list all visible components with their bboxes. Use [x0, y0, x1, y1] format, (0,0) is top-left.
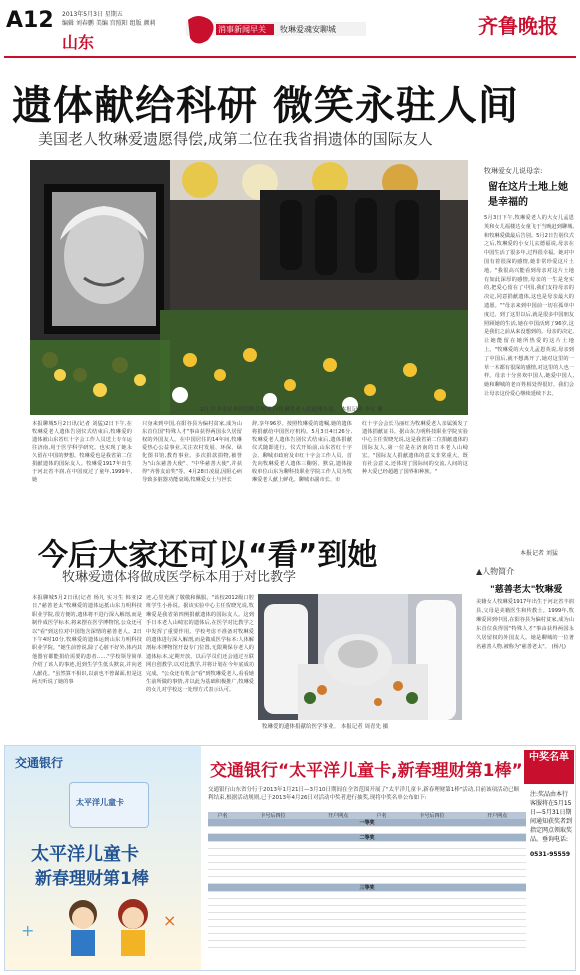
table-row [208, 863, 526, 870]
table-row [208, 941, 526, 948]
winners-badge: 中奖名单 [524, 750, 574, 784]
section-label: 山东 [62, 33, 95, 52]
article2-col1: 本报聊城5月2日讯(记者 杨凡 实习生 韩亚)2日,"慈善老太"牧琳爱的遗体运抵山东力明科技职业学院,很方便的,遗体将不进行深入解剖,而是制作成医学标本,将来摆在医学博物馆,公众还可以"看"到这位对中国饱含深情的慈善老人。2日下午4时10分,牧琳爱的遗体运到山东力明科技职业学院。"她生前曾说,除了心脏不好外,体内其他器官都能捐给需要的患者……"学校领导简单介绍了该人的事迹,迟到生学生低头默哀,并向老人献花。"虽然算不相识,以前也不曾谋面,但是这两天听说了她的事 [32, 595, 142, 686]
memorial-photo-caption: 2日,许多市民来到追悼会现场,向牧琳爱老人的遗体告别。 本报记者 李军 摄 [200, 407, 383, 413]
table-header: 户名 [208, 812, 237, 819]
table-header: 开户网点 [309, 812, 367, 819]
article2-col2: 迹,心里充满了敬敬和佩服。"该校2012级口腔班学生小孙说。据该实验中心主任贺晓光说,牧琳爱是我省第四例捐献遗体的国际友人。这到手日本老人山崎宏的遗体后,在医学对比教学之中发挥了重要作用。学校考虑不准备对牧琳爱的遗体进行深入解剖,而是做成医学标本:人体解剖标本博物馆开设专门位置,无限期保存老人的遗体标本,定期开放。以后学员们还会通过互联网自创教学,以对比教学,并将计划在今年底成功完成。"公众还有机会"看"到牧琳爱老人,看看她生前所做的事情,并以此为基础积极推广,牧琳爱的女儿对学校这一处理方式表示认可。 [146, 595, 254, 694]
redemption-text: 注:奖品由本行客服将在5月15日—5月31日期间通知获奖者到指定网点领取奖品。垂询电话: [530, 791, 573, 843]
article1-col3: 辞,享年96岁。按照牧琳爱的遗嘱,她的遗体将捐献给中国医疗机构。5月3日4日26分,牧琳爱老人遗体告别仪式结束后,遗体捐献仪式随即进行。仪式开始前,山东省红十字会、聊城市政府及市红十字会工作人员、首先向牧琳爱老人遗体三鞠躬、默哀,遗体接收单位山东为聊科技职业学院工作人员为牧琳爱老人献上鲜花。聊城市副市长、市 [252, 421, 352, 483]
table-header: 户名 [367, 812, 396, 819]
article1-col1: 本报聊城5月2日讯(记者 刘猛)2日下午,在牧琳爱老人遗体告别仪式结束后,牧琳爱的遗体被山东省红十字会工作人员送上专车运往济南,用于医学科学研究。也实现了她永久留在中国的梦想。牧琳爱也是我省第二位捐献遗体的国际友人。牧琳爱1917年出生于河北省丰润,在中国度过了童年,1999年,她 [32, 421, 132, 483]
card-graphic [69, 782, 149, 828]
ad-notice: 交通银行山东省分行于2013年1月21日—3月10日期间在全省范围开展了"太平洋儿童卡,新春理财第1棒"活动,目前该项活动已顺利结束,根据活动规则,已于2013年4月26日对活动中奖者进行抽奖,现将中奖名单公布如下: [208, 787, 520, 801]
banner-title: 消事新闻早关 [218, 25, 266, 34]
secondary-subhead: 牧琳爱遗体将做成医学标本用于对比教学 [62, 570, 297, 585]
table-header: 开户网点 [468, 812, 526, 819]
page-number: A12 [6, 8, 54, 33]
banner-subtitle: 牧琳爱魂安聊城 [280, 25, 336, 34]
sidebar-body: 5月3日下午,牧琳爱老人的大女儿孟恩英和女儿福楼达女童飞于当晚赶到聊城,和牧琳爱做最后告别。5月2日告别仪式之后,牧琳爱的小女儿玄德福说,母亲在中国生活了很多年,过得很幸福。她对中国有着很深的感情,她非常珍爱这片土地。"我很高兴能看到母亲对这片土地有如此深厚的感情,母亲的一生是充实的,把爱心留在了中国,我们支持母亲的决定,同意捐献遗体,这也是母亲最大的遗愿。""母亲来到中国前一切在孤单中度过。到了这里以后,就是很多中国朋友照顾她的生活,她在中国活到了96岁,这是我们之前从来没想到的。母亲的决定,让她能留在她所热爱的这片土地上。"牧琳爱的大女儿孟恩英说,母亲到了中国后,就不想离开了,她对这里的一草一木都有很深的感情,对这里的人也一样。母亲十分喜欢中国人,她爱中国人,她和聊城的老百姓相处得很好。我们会让母亲这份爱心继续延续下去。 [484, 215, 574, 397]
table-row [208, 842, 526, 849]
column-banner [186, 14, 366, 46]
table-row [208, 920, 526, 927]
svg-text:+: + [21, 921, 35, 940]
sidebar-credit: 本报记者 刘猛 [520, 550, 558, 557]
header-meta [62, 10, 156, 28]
table-row [208, 849, 526, 856]
ad-visual [5, 746, 201, 970]
ad-redemption-note [530, 790, 572, 859]
sidebar-title: 留在这片土地上她是幸福的 [488, 182, 568, 208]
winners-header-row [208, 812, 526, 819]
ad-card-headline: 太平洋儿童卡 [31, 844, 139, 865]
card-name: 太平洋儿童卡 [76, 798, 124, 807]
editor-line: 编辑 刘春鹏 美编 宫照阳 组版 颜莉 [62, 20, 156, 27]
phone-number: 0531-95559 [530, 851, 571, 858]
table-row [208, 913, 526, 920]
children-illustration [13, 896, 193, 968]
prize-group-row [208, 819, 526, 827]
header-rule [4, 56, 576, 58]
svg-text:×: × [163, 911, 177, 930]
winners-table [208, 812, 526, 948]
newspaper-logo: 齐鲁晚报 [478, 14, 558, 38]
prize-group-row [208, 834, 526, 842]
donation-scene [258, 594, 462, 720]
table-row [208, 877, 526, 884]
table-header: 卡号后四位 [237, 812, 309, 819]
body-donation-photo [258, 594, 462, 720]
table-row [208, 870, 526, 877]
profile-title: "慈善老太"牧琳爱 [490, 585, 563, 595]
prize-group-label: 三等奖 [208, 884, 526, 892]
table-row [208, 934, 526, 941]
table-row [208, 892, 526, 899]
profile-body: 美籍女人牧琳爱1917年出生于河北省丰润县,父母是美籍医生和传教士。1999年,牧琳爱回到中国,在阳谷县为偏村贫家,成为山东首位获得国"特殊人才"事由获得两国永久居留权的外国友人。她是聊城的一位著名慈善人物,被称为"慈善老太"。 (杨凡) [476, 599, 574, 650]
memorial-scene [30, 160, 468, 415]
table-row [208, 927, 526, 934]
table-row [208, 856, 526, 863]
donation-photo-caption: 牧琳爱的遗体捐献给医学事业。 本报记者 周青先 摄 [262, 724, 389, 730]
main-subhead: 美国老人牧琳爱遗愿得偿,成第二位在我省捐遗体的国际友人 [38, 130, 433, 148]
article1-col4: 红十字会会长马丽红为牧琳爱老人亲属颁发了遗体捐献证书。据山东力明科技职业学院实验中心主任贺晓光说,这是我省第二位捐献遗体的国际友人,第一位是在济南的日本老人山崎宏。"国际友人捐献遗体的意义非常重大。既有社会意义,还体现了国际间的交流,人间的这种大爱已经超越了国界和种族。" [362, 421, 468, 475]
banner-graphic [186, 14, 366, 46]
date-line: 2013年5月3日 星期五 [62, 11, 123, 18]
bank-logo: 交通银行 [15, 756, 64, 770]
table-row [208, 827, 526, 834]
article1-col2: 只身来到中国,在阳谷县为偏村贫家,成为山东首位国"特殊人才"事由获得两国永久居留权的外国友人。在中国居住的14年间,牧琳爱热心公益事业,关注农村发展、环保、绿化图书馆,教育事业。多次捐款捐物,被誉为"山东慈善大使"、"中华慈善大使",并获得"齐鲁友谊奖"等。4月28日凌晨,因阻心病导致多脏器功能衰竭,牧琳爱女士与世长 [142, 421, 242, 483]
memorial-photo [30, 160, 468, 415]
sidebar-kicker: 牧琳爱女儿说母亲: [484, 167, 543, 175]
table-row [208, 899, 526, 906]
prize-group-label: 二等奖 [208, 834, 526, 842]
ad-slogan: 新春理财第1棒 [35, 869, 149, 889]
ad-title: 交通银行“太平洋儿童卡,新春理财第1棒” [210, 761, 523, 781]
main-headline: 遗体献给科研 微笑永驻人间 [12, 83, 519, 129]
prize-group-label: 一等奖 [208, 819, 526, 827]
secondary-headline: 今后大家还可以“看”到她 [38, 538, 378, 573]
profile-kicker: ▲人物简介 [476, 567, 515, 576]
prize-group-row [208, 884, 526, 892]
table-row [208, 906, 526, 913]
table-header: 卡号后四位 [396, 812, 468, 819]
